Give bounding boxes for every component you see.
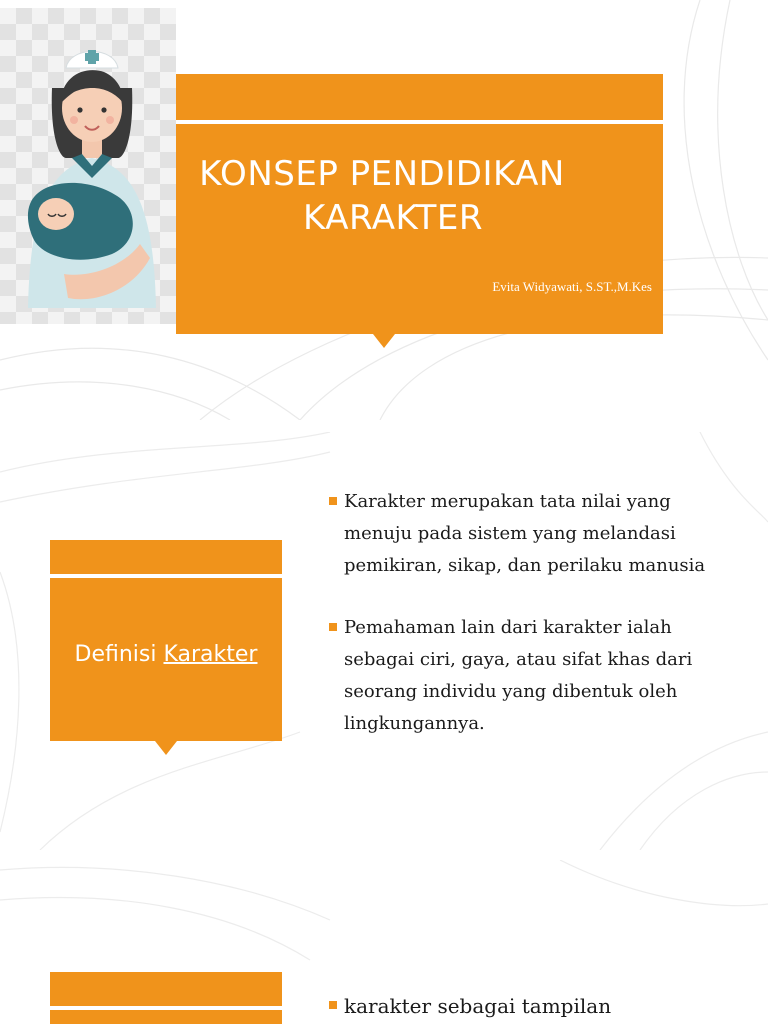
title-line-2: KARAKTER [303,198,483,238]
definition-top-band [50,540,282,574]
character-bullet-list [328,990,734,1024]
panel-top-band [50,972,282,1006]
slide-title [0,0,768,420]
definition-heading-term: Karakter [163,642,258,667]
slide-character-display [0,860,768,1024]
presentation-title [176,152,588,240]
list-item [328,990,734,1022]
bullet-text: Pemahaman lain dari karakter ialah sebagai ciri, gaya, atau sifat khas dari seorang individu yang dibentuk oleh lingkungannya. [344,617,693,734]
title-line-1: KONSEP PENDIDIKAN [199,154,565,194]
definition-heading-prefix: Definisi [74,642,157,667]
author-name: Evita Widyawati, S.ST.,M.Kes [492,279,652,294]
slide-definition [0,432,768,850]
list-item [328,612,734,740]
title-pointer [373,334,395,348]
bullet-text: karakter sebagai tampilan [344,994,612,1018]
definition-bullet-list [328,486,734,770]
panel-body [50,1010,282,1024]
nurse-holding-baby-icon [0,8,176,324]
bullet-square-icon [329,497,337,505]
bullet-square-icon [329,623,337,631]
title-top-band [176,74,663,120]
list-item [328,486,734,582]
bullet-text: Karakter merupakan tata nilai yang menuju pada sistem yang melandasi pemikiran, sikap, dan perilaku manusia [344,491,706,576]
definition-heading [50,642,282,667]
nurse-illustration [0,8,176,324]
bullet-square-icon [329,1001,337,1009]
definition-pointer [155,741,177,755]
